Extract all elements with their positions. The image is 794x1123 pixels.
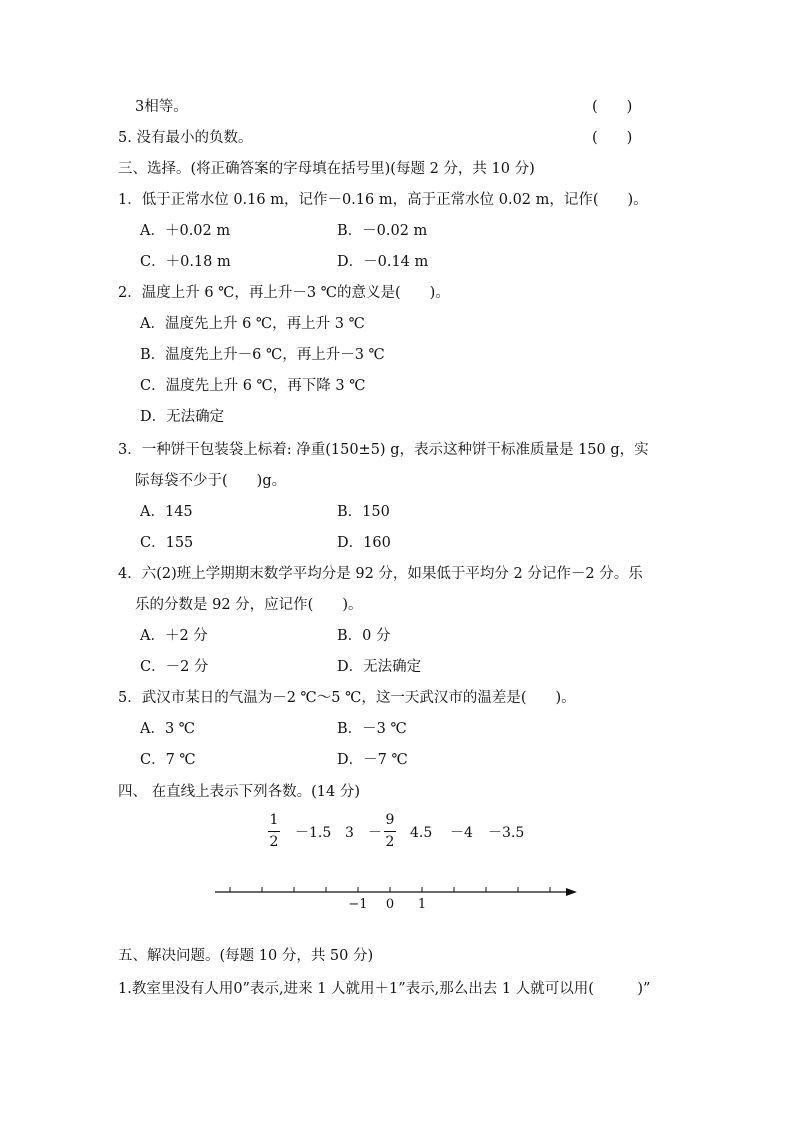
choice-q4-option-b: B．0 分 — [337, 628, 391, 644]
number-neg-4: －4 — [450, 825, 473, 841]
number-neg-1-5: －1.5 — [295, 825, 332, 841]
choice-q1-option-a: A．＋0.02 m — [140, 223, 231, 239]
fraction-denominator: 2 — [269, 834, 279, 850]
number-line-tick-label: 0 — [385, 897, 395, 912]
judge-q5-answer-blank[interactable]: ( ) — [592, 130, 633, 146]
choice-q4-stem-line1: 4．六(2)班上学期期末数学平均分是 92 分，如果低于平均分 2 分记作－2 分。乐 — [118, 566, 643, 582]
choice-q4-option-c: C．－2 分 — [140, 659, 209, 675]
number-line-tick-label: −1 — [348, 897, 368, 912]
choice-q4-stem-line2: 乐的分数是 92 分，应记作( )。 — [135, 597, 363, 613]
choice-q1-stem: 1．低于正常水位 0.16 m，记作－0.16 m，高于正常水位 0.02 m，记作( )。 — [118, 192, 648, 208]
number-neg-3-5: －3.5 — [488, 825, 525, 841]
judge-q5: 5. 没有最小的负数。 — [118, 130, 253, 146]
judge-q4-answer-blank[interactable]: ( ) — [592, 99, 633, 115]
choice-q5-option-a: A．3 ℃ — [140, 721, 196, 737]
choice-q2-option-d: D．无法确定 — [140, 409, 225, 425]
solve-q1: 1.教室里没有人用0”表示,进来 1 人就用＋1”表示,那么出去 1 人就可以用( )” — [118, 981, 651, 997]
number-line-arrow — [566, 888, 577, 896]
choice-q5-option-d: D．－7 ℃ — [337, 752, 408, 768]
choice-q3-stem-line2: 际每袋不少于( )g。 — [135, 473, 287, 489]
number-line-tick-label: 1 — [417, 897, 427, 912]
fraction-numerator: 9 — [385, 812, 395, 828]
number-4-5: 4.5 — [410, 825, 433, 841]
judge-q4-continuation: 3相等。 — [135, 99, 188, 115]
section-3-heading: 三、选择。(将正确答案的字母填在括号里)(每题 2 分，共 10 分) — [118, 161, 535, 177]
section-4-heading: 四、 在直线上表示下列各数。(14 分) — [118, 784, 360, 800]
choice-q4-option-a: A．＋2 分 — [140, 628, 208, 644]
choice-q1-option-c: C．＋0.18 m — [140, 254, 231, 270]
choice-q4-option-d: D．无法确定 — [337, 659, 422, 675]
choice-q2-option-c: C．温度先上升 6 ℃，再下降 3 ℃ — [140, 378, 366, 394]
choice-q2-option-b: B．温度先上升－6 ℃，再上升－3 ℃ — [140, 347, 385, 363]
choice-q5-option-c: C．7 ℃ — [140, 752, 196, 768]
choice-q1-option-b: B．－0.02 m — [337, 223, 428, 239]
choice-q3-option-d: D．160 — [337, 535, 391, 551]
choice-q2-option-a: A．温度先上升 6 ℃，再上升 3 ℃ — [140, 316, 365, 332]
choice-q2-stem: 2．温度上升 6 ℃，再上升－3 ℃的意义是( )。 — [118, 285, 450, 301]
number-3: 3 — [345, 825, 354, 841]
choice-q3-stem-line1: 3．一种饼干包装袋上标着: 净重(150±5) g，表示这种饼干标准质量是 150 g，实 — [118, 442, 649, 458]
choice-q5-option-b: B．－3 ℃ — [337, 721, 407, 737]
fraction-denominator: 2 — [385, 834, 395, 850]
choice-q3-option-c: C．155 — [140, 535, 194, 551]
choice-q3-option-a: A．145 — [140, 504, 193, 520]
choice-q5-stem: 5．武汉市某日的气温为－2 ℃～5 ℃，这一天武汉市的温差是( )。 — [118, 690, 576, 706]
choice-q1-option-d: D．－0.14 m — [337, 254, 429, 270]
section-5-heading: 五、解决问题。(每题 10 分，共 50 分) — [118, 948, 374, 964]
fraction-sign: － — [368, 825, 382, 841]
choice-q3-option-b: B．150 — [337, 504, 390, 520]
fraction-numerator: 1 — [269, 812, 279, 828]
